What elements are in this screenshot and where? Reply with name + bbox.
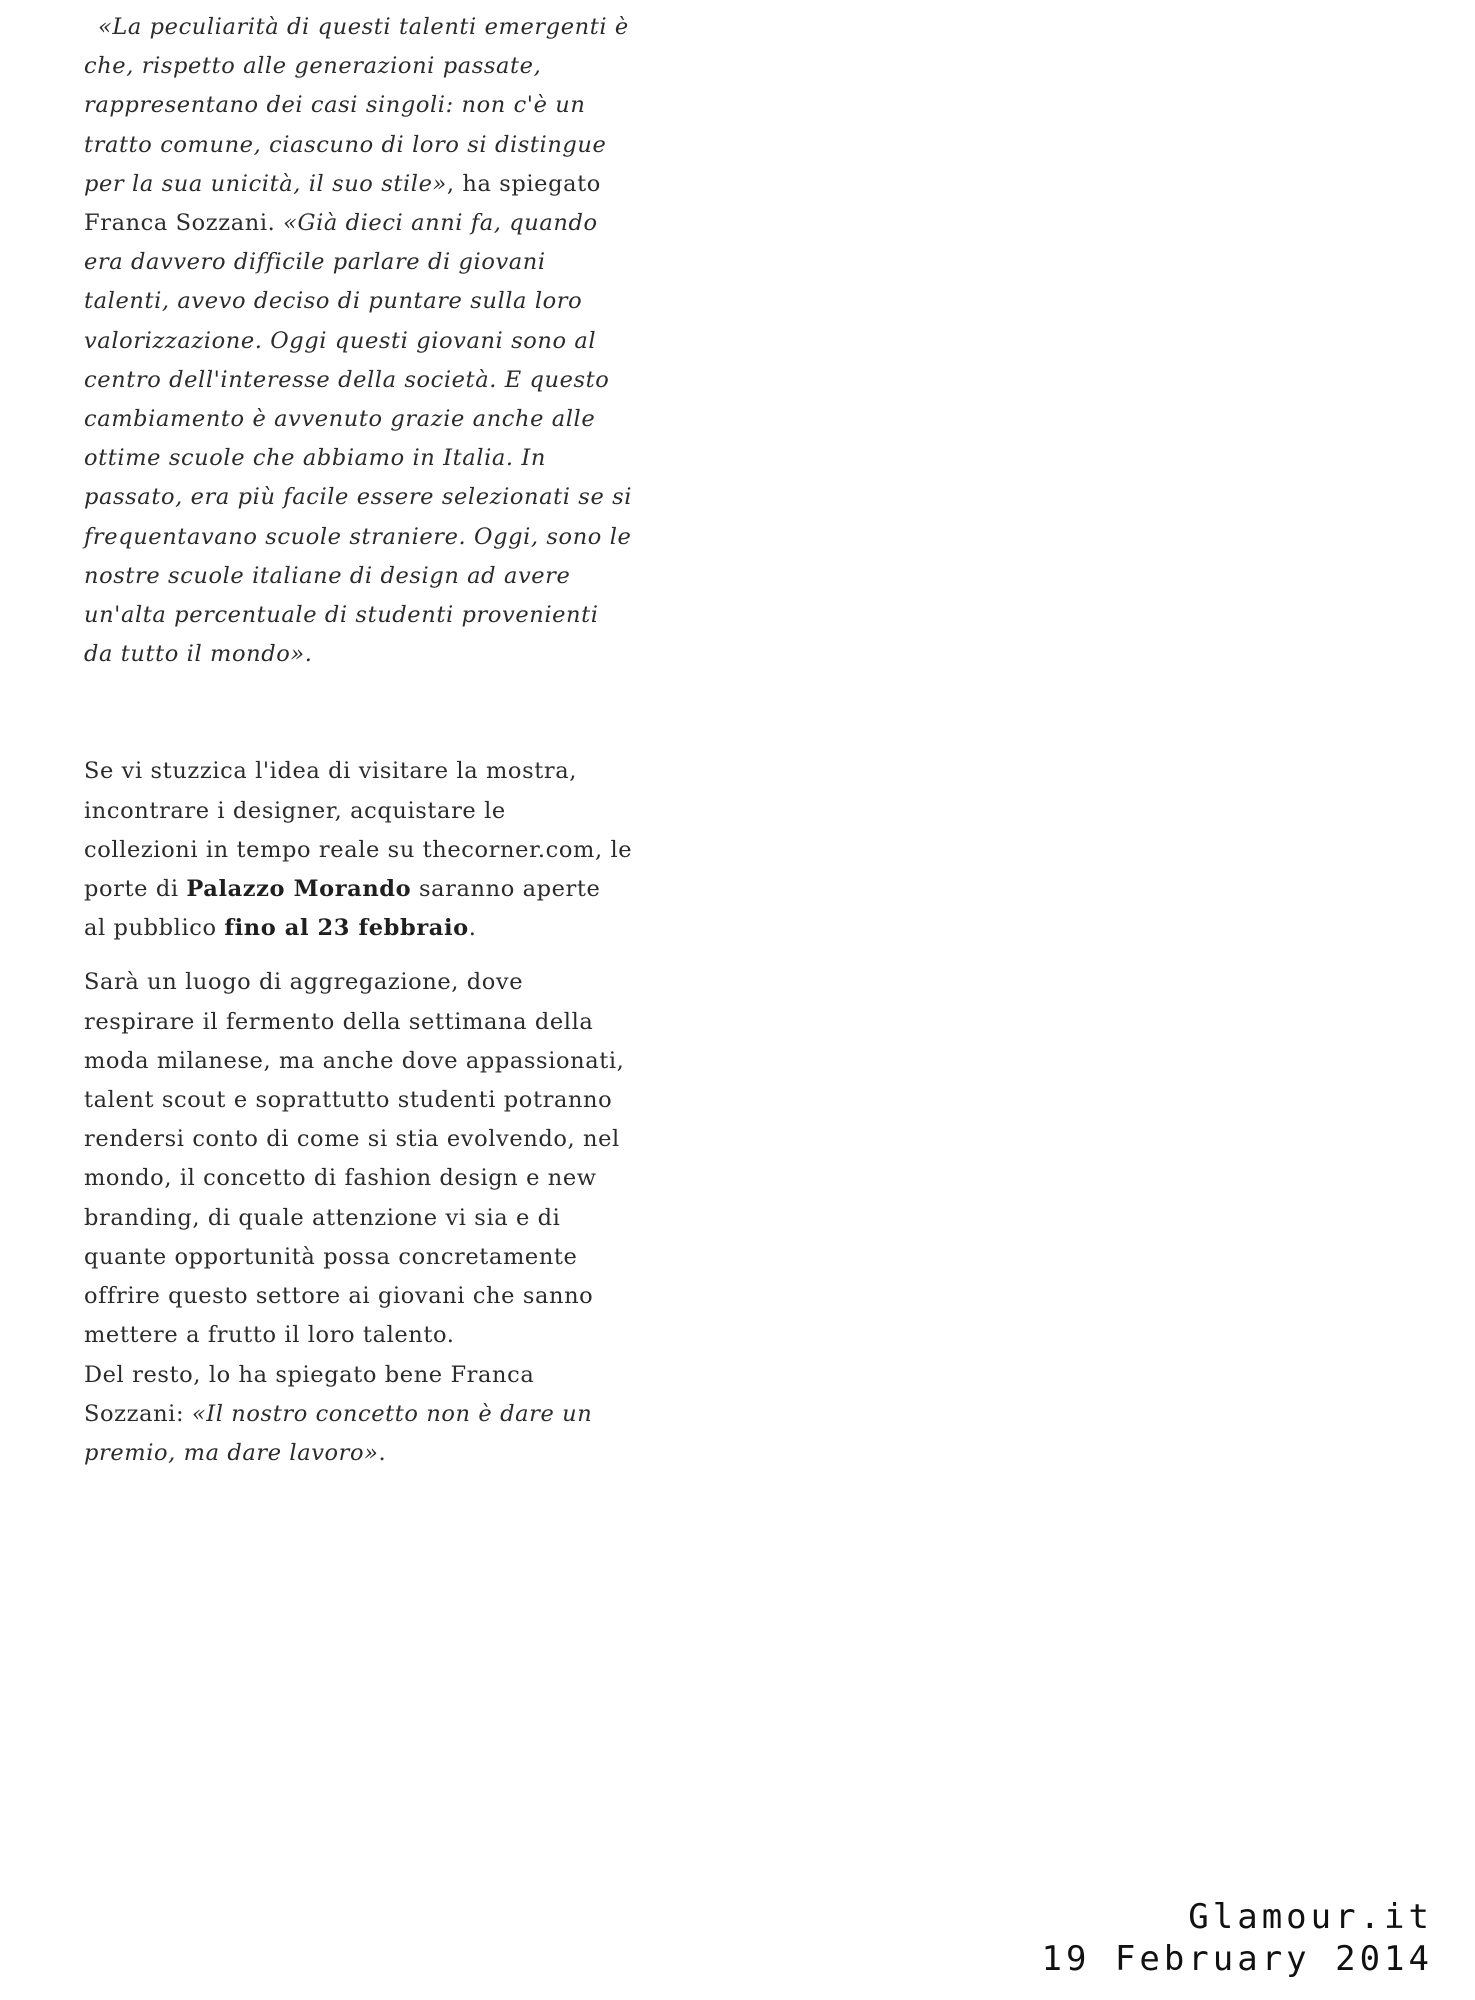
source-name: Glamour.it [1188,1897,1433,1937]
text-line: un'alta percentuale di studenti provenienti [84,602,599,629]
attribution-fragment: , ha spiegato [446,170,601,197]
text-line: da tutto il mondo». [84,641,313,668]
text-line: frequentavano scuole straniere. Oggi, sono le [84,523,632,550]
text-line: incontrare i designer, acquistare le [84,797,506,824]
text-fragment: Sozzani: [84,1400,192,1427]
text-line: passato, era più facile essere selezionati se si [84,484,633,511]
text-line: «La peculiarità di questi talenti emergenti è [98,14,629,40]
end-date: fino al 23 febbraio [224,915,469,942]
text-line: rappresentano dei casi singoli: non c'è un [84,92,586,119]
text-line: mettere a frutto il loro talento. [84,1322,455,1349]
venue-name: Palazzo Morando [186,876,412,903]
text-line: centro dell'interesse della società. E questo [84,366,610,393]
text-line: era davvero difficile parlare di giovani [84,249,546,276]
text-line: valorizzazione. Oggi questi giovani sono al [84,327,597,354]
text-line: cambiamento è avvenuto grazie anche alle [84,406,596,433]
publication-date: 19 February 2014 [1041,1939,1433,1979]
source-footer [1041,1896,1433,1980]
text-line: nostre scuole italiane di design ad avere [84,562,571,589]
text-fragment: porte di [84,876,187,903]
article-body [84,8,684,1473]
text-line: branding, di quale attenzione vi sia e di [84,1204,561,1231]
text-line: moda milanese, ma anche dove appassionati, [84,1047,625,1074]
text-line: talenti, avevo deciso di puntare sulla loro [84,288,583,315]
text-fragment: . [378,1439,387,1466]
text-line: Se vi stuzzica l'idea di visitare la mostra, [84,758,577,785]
quote-fragment: «Il nostro concetto non è dare un [191,1400,593,1427]
attribution-fragment: Franca Sozzani. [84,210,284,237]
text-line: rendersi conto di come si stia evolvendo, nel [84,1126,620,1153]
text-line: tratto comune, ciascuno di loro si distingue [84,131,607,158]
closing-paragraph [84,963,684,1473]
text-line [84,204,684,243]
text-fragment: . [468,915,477,942]
text-line: respirare il fermento della settimana della [84,1008,594,1035]
quote-fragment: premio, ma dare lavoro» [84,1439,379,1466]
text-line: ottime scuole che abbiamo in Italia. In [84,445,546,472]
text-line: mondo, il concetto di fashion design e new [84,1165,597,1192]
text-line: collezioni in tempo reale su thecorner.com, le [84,836,633,863]
text-line: quante opportunità possa concretamente [84,1243,578,1270]
text-line: che, rispetto alle generazioni passate, [84,53,542,80]
text-line: talent scout e soprattutto studenti potranno [84,1087,613,1114]
quote-fragment: per la sua unicità, il suo stile» [84,170,447,197]
text-line [84,870,684,909]
text-line [84,1395,684,1434]
quote-fragment: «Già dieci anni fa, quando [283,210,598,237]
text-line: Sarà un luogo di aggregazione, dove [84,969,524,996]
text-line: Del resto, lo ha spiegato bene Franca [84,1361,535,1388]
text-line: offrire questo settore ai giovani che sanno [84,1283,594,1310]
text-fragment: al pubblico [84,915,225,942]
text-line [84,165,684,204]
text-line [84,1434,684,1473]
quote-paragraph [84,8,684,674]
text-line [84,909,684,948]
visit-paragraph [84,752,684,948]
text-fragment: saranno aperte [411,876,601,903]
